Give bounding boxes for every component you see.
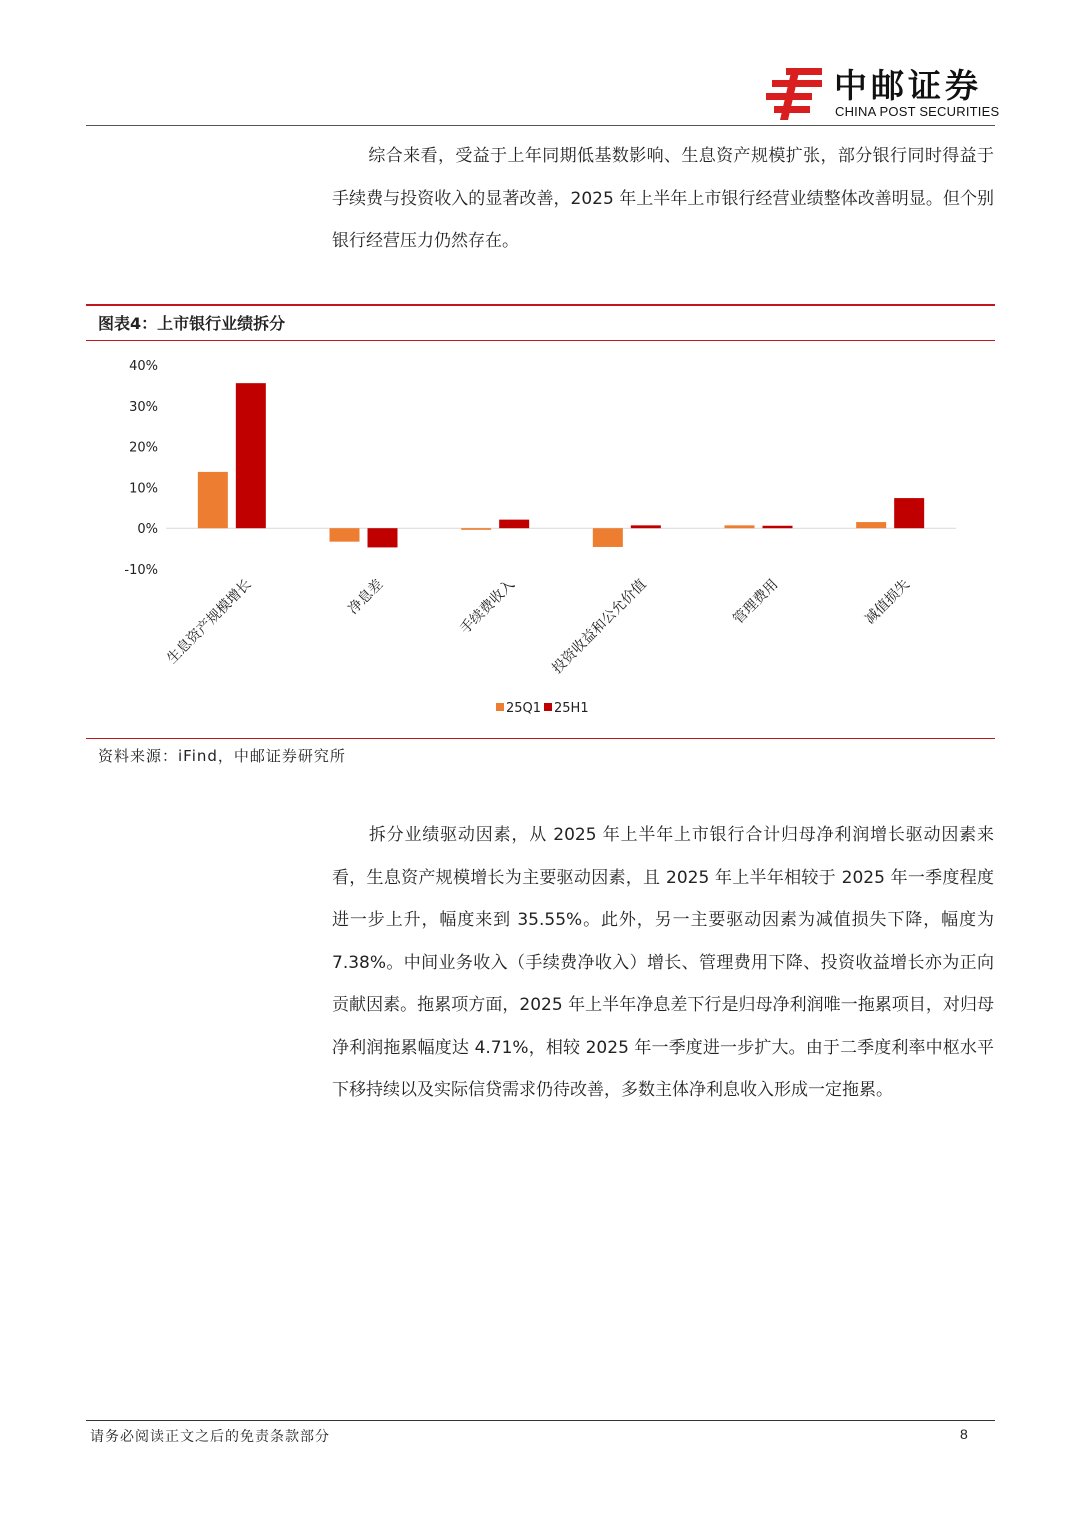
legend-swatch [496, 703, 504, 711]
x-category-label: 手续费收入 [457, 576, 518, 638]
figure-title: 图表4：上市银行业绩拆分 [98, 314, 286, 333]
legend-label: 25Q1 [506, 701, 542, 716]
analysis-paragraph [332, 814, 994, 1112]
china-post-logo-icon [764, 66, 824, 122]
bar-25h1 [763, 526, 793, 528]
paragraph-text: 综合来看，受益于上年同期低基数影响、生息资产规模扩张，部分银行同时得益于手续费与投资收入的显著改善，2025 年上半年上市银行经营业绩整体改善明显。但个别银行经营压力仍然存在。 [332, 146, 994, 251]
figure-title-rule [86, 340, 995, 341]
x-category-label: 生息资产规模增长 [164, 576, 255, 668]
bar-chart [86, 345, 995, 735]
brand-name-cn: 中邮证券 [834, 66, 982, 105]
paragraph-text: 拆分业绩驱动因素，从 2025 年上半年上市银行合计归母净利润增长驱动因素来看，生息资产规模增长为主要驱动因素，且 2025 年上半年相较于 2025 年一季度程度进一步上升，幅度来到 35.55%。此外，另一主要驱动因素为减值损失下降，幅度为 7.38%。中间业务收入（手续费净收入）增长、管理费用下降、投资收益增长亦为正向贡献因素。拖累项方面，2025 年上半年净息差下行是归母净利润唯一拖累项目，对归母净利润拖累幅度达 4.71%，相较 2025 年一季度进一步扩大。由于二季度利率中枢水平下移持续以及实际信贷需求仍待改善，多数主体净利息收入形成一定拖累。 [332, 825, 994, 1100]
bar-25h1 [368, 528, 398, 547]
x-category-label: 管理费用 [730, 576, 782, 628]
bar-25q1 [461, 528, 491, 530]
bar-25h1 [894, 498, 924, 528]
bar-25q1 [725, 525, 755, 528]
y-tick-label: -10% [124, 563, 158, 578]
brand-name-en: CHINA POST SECURITIES [835, 104, 1000, 119]
y-tick-label: 20% [129, 440, 158, 456]
x-category-label: 投资收益和公允价值 [549, 576, 650, 677]
disclaimer-note: 请务必阅读正文之后的免责条款部分 [90, 1429, 330, 1445]
bar-25h1 [499, 520, 529, 529]
figure-bottom-rule [86, 738, 995, 739]
figure-source: 资料来源：iFind，中邮证券研究所 [98, 747, 346, 765]
bar-25h1 [236, 383, 266, 528]
x-category-label: 减值损失 [862, 576, 913, 628]
y-tick-label: 40% [129, 359, 158, 374]
legend-swatch [544, 703, 552, 711]
bar-25q1 [198, 472, 228, 528]
x-category-label: 净息差 [345, 576, 387, 618]
y-tick-label: 0% [137, 522, 158, 538]
body-paragraph [332, 135, 994, 263]
bar-25q1 [330, 528, 360, 541]
legend-label: 25H1 [554, 701, 589, 716]
header-divider [86, 125, 995, 126]
y-tick-label: 30% [129, 399, 158, 415]
bar-25h1 [631, 525, 661, 528]
y-tick-label: 10% [129, 481, 158, 497]
bar-25q1 [856, 522, 886, 528]
page-number: 8 [960, 1426, 968, 1442]
footer-divider [86, 1420, 995, 1421]
figure-top-rule [86, 304, 995, 306]
bar-25q1 [593, 528, 623, 547]
